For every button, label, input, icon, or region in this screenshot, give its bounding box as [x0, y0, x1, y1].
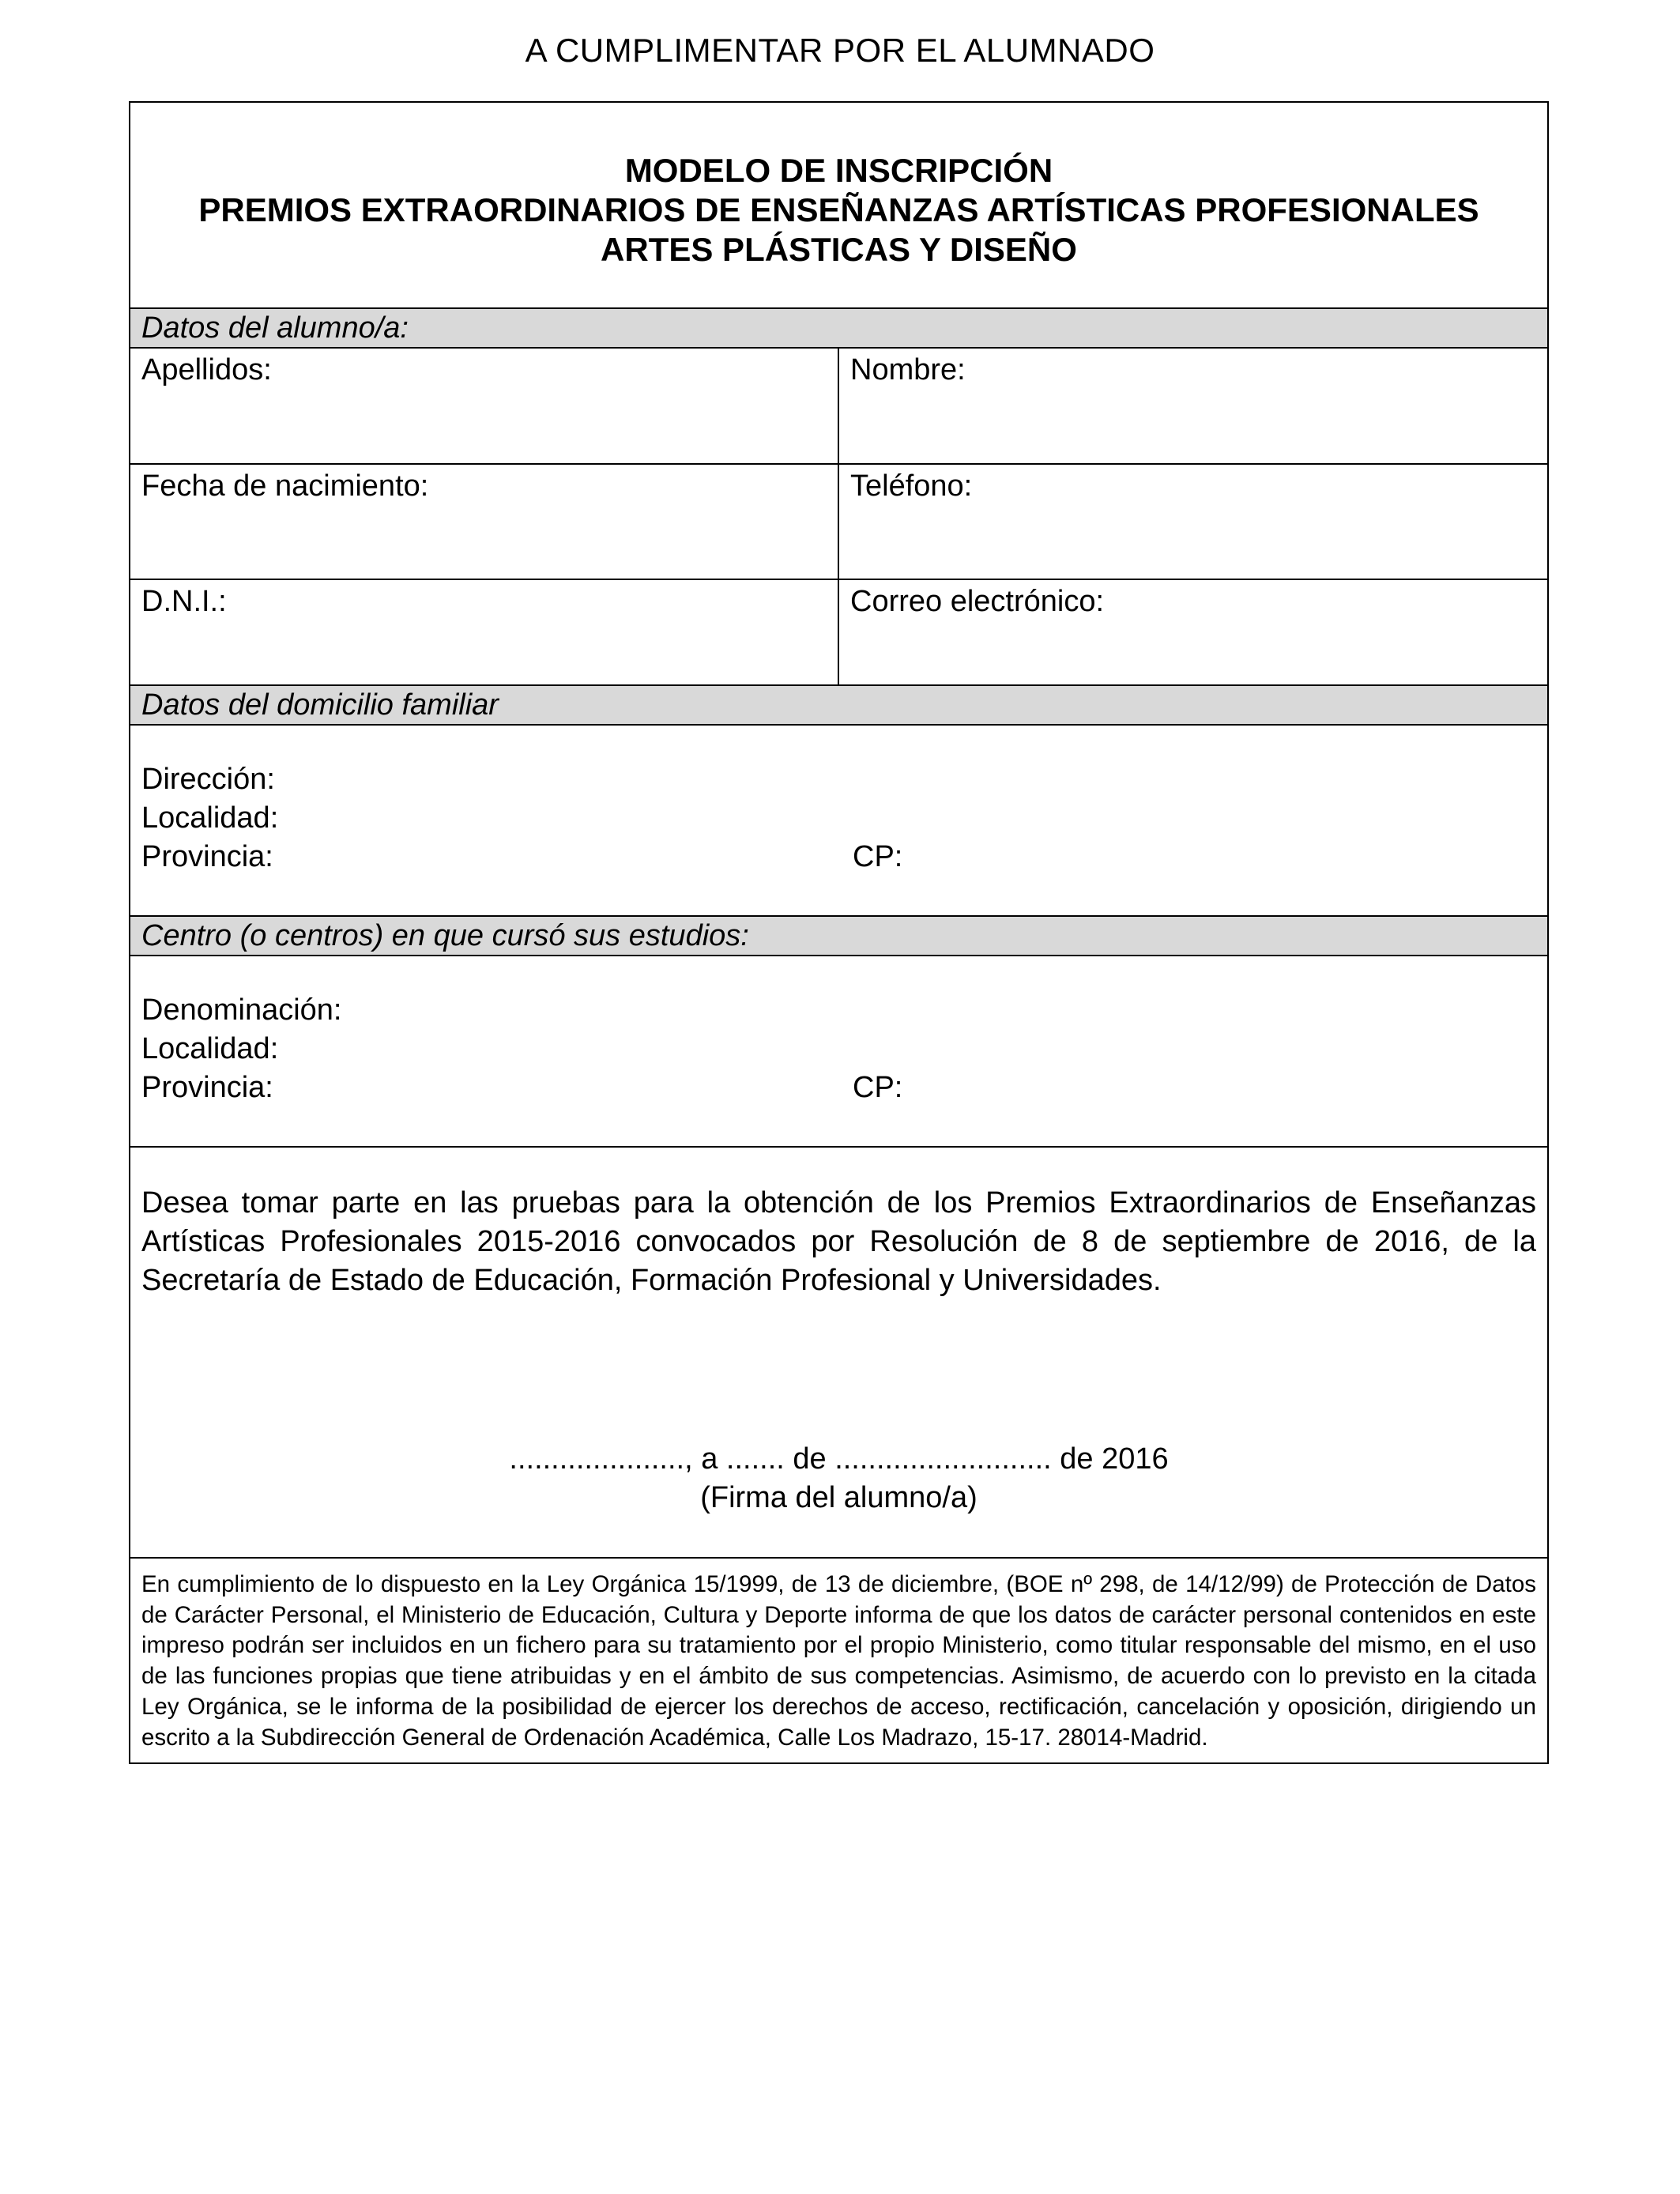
- dni-field[interactable]: [130, 580, 839, 684]
- school-block[interactable]: [130, 956, 1547, 1148]
- school-locality-label: Localidad:: [141, 1032, 279, 1065]
- birth-date-field[interactable]: [130, 465, 839, 579]
- home-address-line: [141, 760, 1536, 799]
- school-postal-code-label: CP:: [853, 1071, 903, 1104]
- home-address-block[interactable]: [130, 726, 1547, 917]
- birth-date-label: Fecha de nacimiento:: [141, 469, 429, 503]
- form-specialty: ARTES PLÁSTICAS Y DISEÑO: [601, 230, 1077, 268]
- home-province-line: [141, 838, 1536, 876]
- school-province-label: Provincia:: [141, 1071, 273, 1104]
- date-place-line[interactable]: ....................., a ....... de .......................... de 2016: [509, 1442, 1169, 1476]
- home-locality-line: [141, 799, 1536, 838]
- dni-label: D.N.I.:: [141, 585, 227, 618]
- page-title: A CUMPLIMENTAR POR EL ALUMNADO: [525, 32, 1155, 69]
- form-subtitle: PREMIOS EXTRAORDINARIOS DE ENSEÑANZAS ARTÍSTICAS PROFESIONALES: [198, 190, 1479, 228]
- email-field[interactable]: [839, 580, 1547, 684]
- home-locality-label: Localidad:: [141, 801, 279, 835]
- signature-label: (Firma del alumno/a): [700, 1481, 977, 1514]
- form-title: MODELO DE INSCRIPCIÓN: [624, 151, 1053, 189]
- email-label: Correo electrónico:: [850, 585, 1105, 618]
- registration-form: [129, 101, 1549, 1764]
- home-section-header: Datos del domicilio familiar: [130, 686, 1547, 726]
- name-field[interactable]: [839, 349, 1547, 463]
- home-address-label: Dirección:: [141, 763, 275, 796]
- form-heading: [130, 103, 1547, 309]
- school-denomination-label: Denominación:: [141, 993, 342, 1027]
- surnames-label: Apellidos:: [141, 353, 272, 386]
- phone-field[interactable]: [839, 465, 1547, 579]
- surnames-field[interactable]: [130, 349, 839, 463]
- student-row-names: [130, 349, 1547, 465]
- home-province-label: Provincia:: [141, 840, 273, 873]
- declaration-block: [130, 1148, 1547, 1559]
- school-province-line: [141, 1069, 1536, 1107]
- school-denomination-line: [141, 991, 1536, 1030]
- data-protection-notice: En cumplimiento de lo dispuesto en la Ley Orgánica 15/1999, de 13 de diciembre, (BOE nº 298, de 14/12/99) de Protección de Datos de Carácter Personal, el Ministerio de Educación, Cultura y Deporte informa de que los datos de carácter personal contenidos en este impreso podrán ser incluidos en un fichero para su tratamiento por el propio Ministerio, como titular responsable del mismo, en el uso de las funciones propias que tiene atribuidas y en el ámbito de sus competencias. Asimismo, de acuerdo con lo previsto en la citada Ley Orgánica, se le informa de la posibilidad de ejercer los derechos de acceso, rectificación, cancelación y oposición, dirigiendo un escrito a la Subdirección General de Ordenación Académica, Calle Los Madrazo, 15-17. 28014-Madrid.: [141, 1571, 1536, 1751]
- school-section-header: Centro (o centros) en que cursó sus estudios:: [130, 917, 1547, 956]
- student-row-birth-phone: [130, 465, 1547, 580]
- name-label: Nombre:: [850, 353, 966, 386]
- school-locality-line: [141, 1030, 1536, 1069]
- student-section-header: Datos del alumno/a:: [130, 309, 1547, 349]
- phone-label: Teléfono:: [850, 469, 973, 503]
- student-row-id-email: [130, 580, 1547, 686]
- home-postal-code-label: CP:: [853, 840, 903, 873]
- declaration-text: Desea tomar parte en las pruebas para la obtención de los Premios Extraordinarios de Enseñanzas Artísticas Profesionales 2015-2016 convocados por Resolución de 8 de septiembre de 2016, de la Secretaría de Estado de Educación, Formación Profesional y Universidades.: [141, 1186, 1536, 1297]
